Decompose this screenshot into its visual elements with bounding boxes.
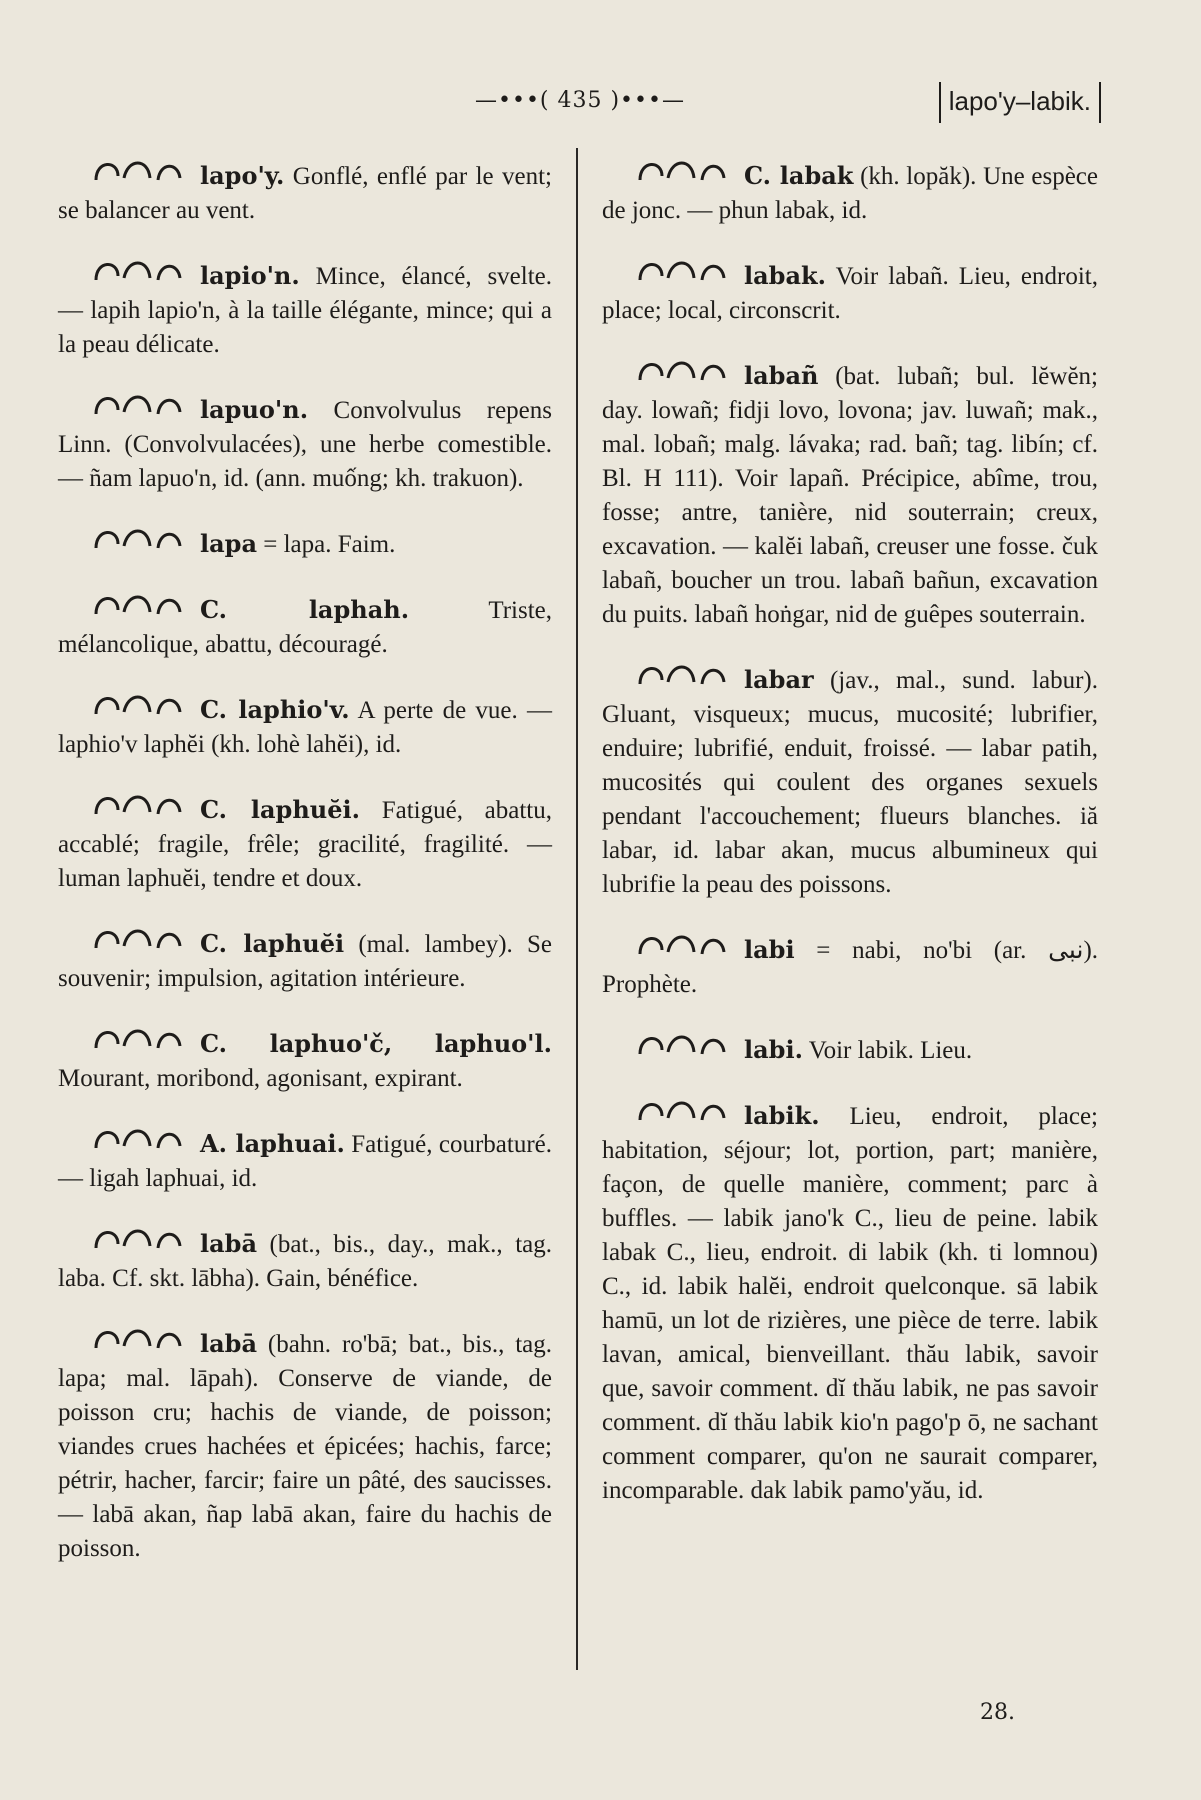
entry-definition: Mourant, moribond, agonisant, expirant.	[58, 1065, 463, 1092]
entry-definition: Voir labañ. Lieu, endroit, place; local, circonscrit.	[602, 263, 1098, 324]
entry-definition: Fatigué, courbaturé. — ligah laphuai, id.	[58, 1131, 552, 1192]
entry-paragraph	[58, 1318, 552, 1566]
cham-script-icon	[88, 918, 188, 958]
entry-definition: Gonflé, enflé par le vent; se balancer au vent.	[58, 163, 553, 224]
entry-headword: A. laphuai.	[200, 1129, 345, 1158]
entry-paragraph	[602, 654, 1098, 902]
dictionary-entry	[602, 1090, 1098, 1508]
entry-headword: labi	[744, 935, 795, 964]
entry-definition: Voir labik. Lieu.	[808, 1037, 973, 1064]
entry-headword: lapuo'n.	[200, 395, 309, 424]
dictionary-entry	[58, 918, 552, 996]
dictionary-entry	[58, 384, 552, 496]
entry-paragraph	[58, 1118, 552, 1196]
cham-script-icon	[88, 784, 188, 824]
entry-definition: (jav., mal., sund. labur). Gluant, visqueux; mucus, mucosité; lubrifier, enduire; lubrifié, enduit, froissé. — labar patih, mucosités qui coulent des organes sexuels pendant l'accouchement; flueurs blanches. iă labar, id. labar akan, mucus albumineux qui lubrifie la peau des poissons.	[602, 667, 1098, 898]
cham-script-icon	[88, 1318, 188, 1358]
entry-paragraph	[602, 924, 1098, 1002]
entry-paragraph	[58, 1018, 552, 1096]
entry-headword: labar	[744, 665, 814, 694]
cham-script-icon	[88, 150, 188, 190]
dictionary-entry	[58, 150, 552, 228]
entry-headword: labā	[200, 1229, 257, 1258]
left-column	[58, 150, 552, 1588]
dictionary-entry	[58, 684, 552, 762]
dictionary-entry	[58, 1018, 552, 1096]
dictionary-entry	[602, 150, 1098, 228]
cham-script-icon	[632, 350, 732, 390]
entry-headword: C. laphah.	[200, 595, 410, 624]
entry-definition: Fatigué, abattu, accablé; fragile, frêle; gracilité, fragilité. — luman laphuĕi, tendre et doux.	[58, 797, 553, 892]
dictionary-entry	[602, 350, 1098, 632]
entry-definition: Convolvulus repens Linn. (Convolvulacées), une herbe comestible. — ñam lapuo'n, id. (ann. muống; kh. trakuon).	[58, 397, 553, 492]
cham-script-icon	[88, 1018, 188, 1058]
right-column	[602, 150, 1098, 1530]
entry-headword: labā	[200, 1329, 257, 1358]
entry-headword: C. laphuo'č, laphuo'l.	[200, 1029, 552, 1058]
dictionary-entry	[602, 250, 1098, 328]
dictionary-entry	[58, 1318, 552, 1566]
dictionary-entry	[602, 924, 1098, 1002]
entry-paragraph	[58, 384, 552, 496]
entry-definition: = nabi, no'bi (ar. نبى). Prophète.	[602, 937, 1099, 998]
entry-paragraph	[602, 1024, 1098, 1068]
cham-script-icon	[632, 924, 732, 964]
entry-headword: lapa	[200, 529, 257, 558]
entry-headword: C. laphio'v.	[200, 695, 350, 724]
entry-paragraph	[58, 250, 552, 362]
dictionary-entry	[58, 1118, 552, 1196]
cham-script-icon	[88, 1118, 188, 1158]
cham-script-icon	[88, 684, 188, 724]
entry-definition: A perte de vue. — laphio'v laphĕi (kh. lohè lahĕi), id.	[58, 697, 552, 758]
cham-script-icon	[632, 1090, 732, 1130]
cham-script-icon	[632, 1024, 732, 1064]
cham-script-icon	[632, 150, 732, 190]
entry-paragraph	[602, 150, 1098, 228]
entry-headword: C. laphuĕi	[200, 929, 345, 958]
entry-definition: Mince, élancé, svelte. — lapih lapio'n, à la taille élégante, mince; qui a la peau délicate.	[58, 263, 553, 358]
entry-paragraph	[58, 684, 552, 762]
entry-paragraph	[58, 584, 552, 662]
entry-definition: (bat. lubañ; bul. lĕwĕn; day. lowañ; fidji lovo, lovona; jav. luwañ; mak., mal. lobañ; malg. lávaka; rad. bañ; tag. libín; cf. Bl. H 111). Voir lapañ. Précipice, abîme, trou, fosse; antre, tanière, nid souterrain; creux, excavation. — kalĕi labañ, creuser une fosse. čuk labañ, boucher un trou. labañ bañun, excavation du puits. labañ hoṅgar, nid de guêpes souterrain.	[602, 363, 1098, 628]
cham-script-icon	[632, 654, 732, 694]
entry-paragraph	[602, 250, 1098, 328]
entry-headword: C. laphuĕi.	[200, 795, 360, 824]
entry-definition: (bahn. ro'bā; bat., bis., tag. lapa; mal. lāpah). Conserve de viande, de poisson cru; hachis de viande, de poisson; viandes crues hachées et épicées; hachis, farce; pétrir, hacher, farcir; faire un pâté, des saucisses. — labā akan, ñap labā akan, faire du hachis de poisson.	[58, 1331, 552, 1562]
dictionary-entry	[58, 784, 552, 896]
dictionary-entry	[58, 518, 552, 562]
cham-script-icon	[88, 1218, 188, 1258]
entry-definition: Lieu, endroit, place; habitation, séjour; lot, portion, part; manière, façon, de quelle manière, comment; parc à buffles. — labik jano'k C., lieu de peine. labik labak C., lieu, endroit. di labik (kh. ti lomnou) C., id. labik halĕi, endroit quelconque. sā labik hamū, un lot de rizières, une pièce de terre. labik lavan, amical, bienveillant. thău labik, savoir que, savoir comment. dĭ thău labik, ne pas savoir comment. dĭ thău labik kio'n pago'p ō, ne sachant comment comparer, qu'on ne saurait comparer, incomparable. dak labik pamo'yău, id.	[602, 1103, 1098, 1504]
cham-script-icon	[88, 518, 188, 558]
cham-script-icon	[632, 250, 732, 290]
entry-paragraph	[58, 150, 552, 228]
dictionary-entry	[602, 1024, 1098, 1068]
entry-paragraph	[58, 1218, 552, 1296]
dictionary-entry	[602, 654, 1098, 902]
entry-definition: (mal. lambey). Se souvenir; impulsion, agitation intérieure.	[58, 931, 553, 992]
entry-headword: labi.	[744, 1035, 803, 1064]
signature-mark: 28.	[980, 1700, 1015, 1725]
dictionary-entry	[58, 584, 552, 662]
entry-headword: labik.	[744, 1101, 820, 1130]
entry-headword: labak.	[744, 261, 826, 290]
column-divider	[576, 148, 578, 1670]
cham-script-icon	[88, 384, 188, 424]
cham-script-icon	[88, 250, 188, 290]
entry-paragraph	[58, 784, 552, 896]
running-head: lapo'y–labik.	[939, 82, 1101, 123]
entry-paragraph	[602, 350, 1098, 632]
entry-headword: lapo'y.	[200, 161, 285, 190]
page-number: —•••( 435 )•••—	[474, 88, 685, 113]
entry-headword: lapio'n.	[200, 261, 300, 290]
dictionary-entry	[58, 1218, 552, 1296]
cham-script-icon	[88, 584, 188, 624]
entry-definition: (kh. lopăk). Une espèce de jonc. — phun labak, id.	[602, 163, 1098, 224]
entry-paragraph	[58, 918, 552, 996]
entry-paragraph	[602, 1090, 1098, 1508]
entry-paragraph	[58, 518, 552, 562]
entry-headword: labañ	[744, 361, 819, 390]
entry-headword: C. labak	[744, 161, 854, 190]
entry-definition: = lapa. Faim.	[263, 531, 396, 558]
dictionary-entry	[58, 250, 552, 362]
entry-definition: (bat., bis., day., mak., tag. laba. Cf. skt. lābha). Gain, bénéfice.	[58, 1231, 552, 1292]
entry-definition: Triste, mélancolique, abattu, découragé.	[58, 597, 552, 658]
